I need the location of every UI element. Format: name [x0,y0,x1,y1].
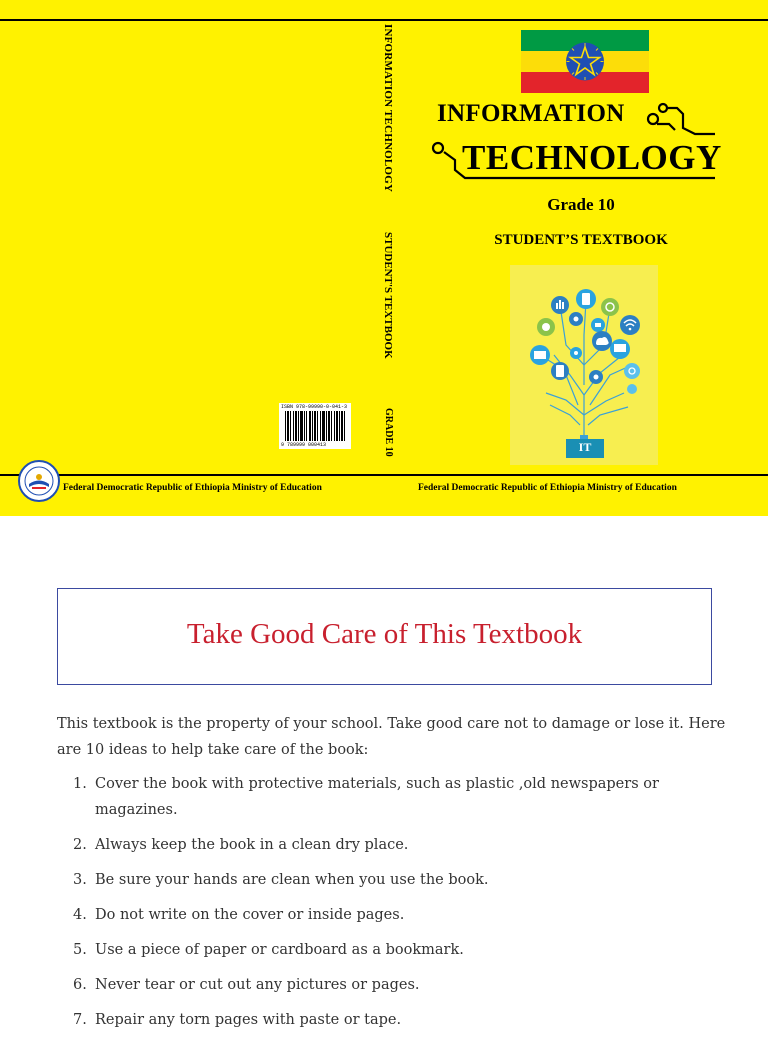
it-label: IT [578,440,592,454]
list-item: 6. Never tear or cut out any pictures or pages. [73,977,420,993]
list-item: 4. Do not write on the cover or inside pages. [73,907,405,923]
ethiopia-flag-icon [521,30,649,93]
spine-subtitle: STUDENT'S TEXTBOOK [382,232,394,359]
cover-grade: Grade 10 [547,195,615,214]
care-intro: This textbook is the property of your school. Take good care not to damage or lose it. Here are 10 ideas to help take care of the book: [57,716,726,758]
care-list [73,771,733,1042]
list-item: 5. Use a piece of paper or cardboard as a bookmark. [73,942,464,958]
cover-book-type: STUDENT’S TEXTBOOK [494,232,668,248]
care-heading: Take Good Care of This Textbook [186,618,583,650]
list-item: 3. Be sure your hands are clean when you use the book. [73,872,489,888]
ministry-seal-icon [18,460,60,502]
cover-title-line1: INFORMATION [437,100,625,127]
cover-top-rule [0,19,768,21]
cover-title-line2: TECHNOLOGY [462,138,722,177]
list-item: 1. Cover the book with protective materials, such as plastic ,old newspapers or magazines. [73,776,659,818]
spine-grade: GRADE 10 [383,408,394,457]
spine-title: INFORMATION TECHNOLOGY [382,24,394,193]
barcode [279,403,351,449]
tech-tree-icon [510,265,658,465]
publisher-right: Federal Democratic Republic of Ethiopia Ministry of Education [418,483,677,493]
publisher-left: Federal Democratic Republic of Ethiopia Ministry of Education [63,483,322,493]
list-item: 7. Repair any torn pages with paste or tape. [73,1012,402,1028]
list-item: 2. Always keep the book in a clean dry place. [73,837,409,853]
book-cover [0,0,768,516]
barcode-digits: 9 789999 000413 [281,442,327,448]
cover-bottom-rule [0,474,768,476]
barcode-isbn: ISBN 978-99990-0-041-3 [281,404,348,410]
it-tree-illustration [510,265,658,465]
